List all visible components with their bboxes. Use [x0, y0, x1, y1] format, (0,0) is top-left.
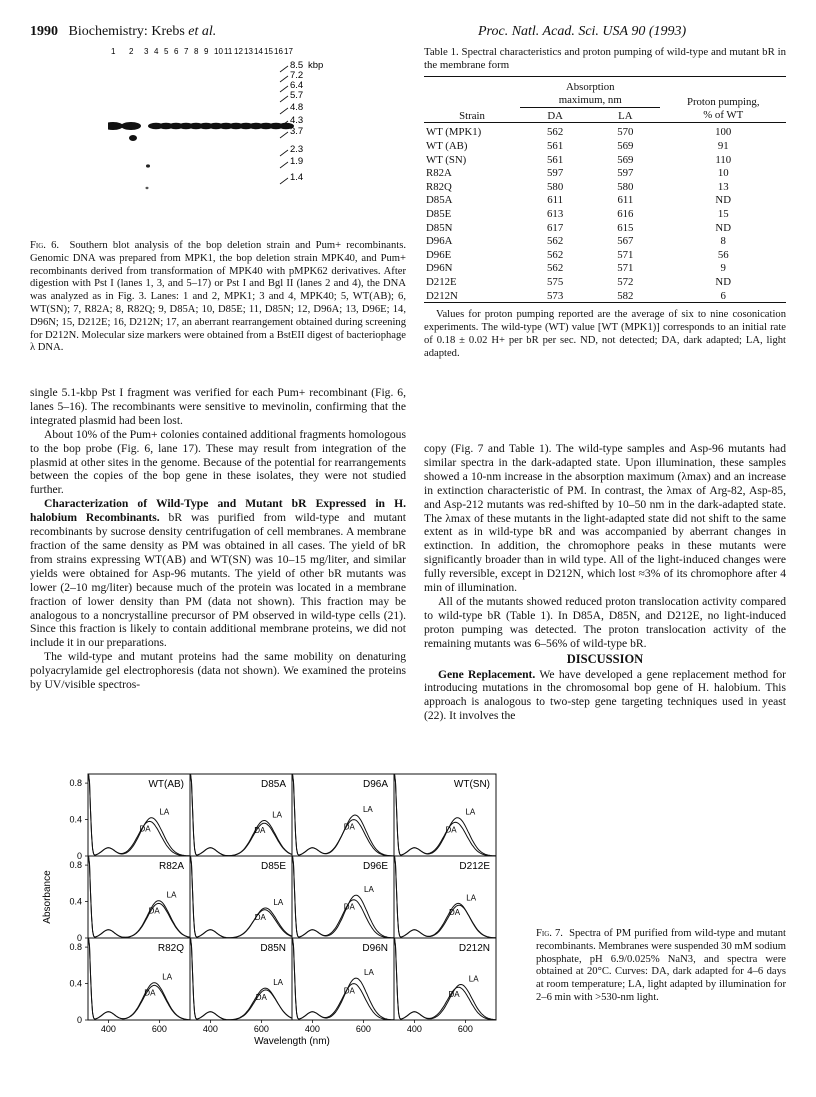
spectrum-panel-title: WT(AB) [148, 779, 184, 790]
table1-row [424, 248, 786, 262]
fig7-x-tick-label: 600 [457, 1024, 473, 1034]
table1-row [424, 207, 786, 221]
blot-size-marker [280, 90, 303, 102]
spectrum-panel [88, 856, 190, 938]
blot-lane-label: 2 [129, 47, 134, 56]
table1-cell-da: 561 [547, 139, 564, 152]
table1-cell-la: 572 [617, 275, 634, 288]
spectrum-da-label: DA [445, 825, 457, 835]
blot-kbp-unit: kbp [308, 60, 324, 71]
section-heading-gene-replacement: Gene Replacement. [438, 667, 536, 681]
table1-cell-pump: ND [715, 275, 732, 288]
table1-row [424, 275, 786, 289]
right-paragraph-3-text: We have developed a gene replacement method for introducing mutations in the chromosomal bop gene of H. halobium. This approach is analogous to two-step gene targeting techniques used in yeast (22). It involves the [424, 667, 786, 723]
table1-cell-pump: 8 [720, 235, 726, 248]
spectrum-panel-title: R82Q [157, 943, 184, 954]
table1-cell-pump: 56 [717, 248, 729, 261]
spectrum-panel-title: D85E [260, 861, 286, 872]
table1-cell-la: 569 [617, 153, 634, 166]
blot-lane-label: 13 [244, 47, 253, 56]
blot-band [129, 135, 137, 141]
table1-header-la: LA [590, 108, 660, 123]
left-column [30, 386, 406, 692]
spectrum-la-label: LA [364, 885, 374, 895]
spectrum-da-label: DA [343, 902, 355, 912]
table1-cell-la: 580 [617, 180, 634, 193]
table1-cell-da: 562 [547, 126, 564, 139]
right-paragraph-2: All of the mutants showed reduced proton translocation activity compared to wild-type bR (Table 1). In D85A, D85N, and D212E, no light-induced proton pumping was detected. The proton translocation activity of the remaining mutants was 6–56% of wild-type bR. [424, 594, 786, 650]
spectrum-la-label: LA [468, 974, 479, 984]
blot-band [121, 122, 141, 130]
table1-cell-la: 571 [617, 248, 634, 261]
table1-header-absorption-text: Absorption maximum, nm [558, 81, 622, 106]
spectrum-la-label: LA [162, 972, 173, 982]
blot-marker-value: 7.2 [290, 70, 304, 81]
table1-cell-da: 562 [547, 235, 564, 248]
left-paragraph-2: About 10% of the Pum+ colonies contained additional fragments homologous to the bop probe (Fig. 6, lane 17). These may result from integration of the plasmid at other sites in the genome. Because of the potential for rearrangements between the copies of the bop gene in these isolates, they were not studied further. [30, 427, 406, 497]
left-paragraph-3 [30, 497, 406, 650]
spectrum-la-label: LA [465, 807, 476, 817]
blot-lane-label: 17 [284, 47, 293, 56]
spectrum-panel [292, 856, 394, 938]
table1-cell-la: 615 [617, 221, 634, 234]
southern-blot-figure [108, 46, 408, 266]
fig6-label: Fig. 6. [30, 240, 60, 251]
table1-cell-pump: 9 [720, 262, 726, 275]
fig7-x-tick-label: 400 [100, 1024, 116, 1034]
spectrum-la-label: LA [159, 807, 170, 817]
table1-title-text: Table 1. Spectral characteristics and proton pumping of wild-type and mutant bR in the membrane form [424, 46, 786, 71]
left-paragraph-4: The wild-type and mutant proteins had the same mobility on denaturing polyacrylamide gel electrophoresis (data not shown). We examined the proteins by UV/visible spectros- [30, 650, 406, 692]
spectrum-panel [394, 774, 496, 856]
table1-cell-da: 617 [547, 221, 564, 234]
fig7-y-tick-label: 0.4 [69, 978, 82, 989]
blot-marker-value: 6.4 [290, 80, 304, 91]
discussion-heading: DISCUSSION [566, 651, 644, 666]
table1-cell-strain: D85N [426, 221, 453, 234]
table1-header-pump [660, 77, 786, 122]
table1-cell-strain: R82A [426, 167, 452, 180]
spectrum-panel-title: D96N [362, 943, 388, 954]
blot-marker-value: 1.4 [290, 172, 304, 183]
table1-cell-da: 573 [547, 289, 564, 302]
spectrum-panel [394, 856, 496, 938]
table1-cell-strain: D96E [426, 248, 452, 261]
spectrum-la-label: LA [166, 890, 177, 900]
fig7-caption [536, 928, 786, 1005]
table1-cell-pump: 91 [717, 139, 729, 152]
spectrum-panel-title: D96E [362, 861, 388, 872]
header-etal: et al. [184, 24, 217, 39]
spectrum-da-label: DA [254, 826, 266, 836]
table1-cell-da: 562 [547, 248, 564, 261]
section-heading-characterization: Characterization of Wild-Type and Mutant bR Expressed in H. halobium Recombinants. [30, 497, 406, 525]
blot-marker-value: 8.5 [290, 60, 304, 71]
right-paragraph-3 [424, 668, 786, 724]
header-authors: Krebs [151, 24, 185, 39]
blot-lane-label: 15 [264, 47, 273, 56]
spectrum-panel-title: D212E [459, 861, 490, 872]
blot-band [108, 122, 123, 130]
blot-size-marker [280, 172, 303, 184]
table1-cell-da: 575 [547, 275, 564, 288]
spectrum-panel-title: D212N [458, 943, 490, 954]
table1-title [424, 46, 786, 72]
spectrum-da-label: DA [139, 824, 151, 834]
fig7-y-tick-label: 0.4 [69, 896, 82, 907]
blot-marker-value: 4.8 [290, 102, 304, 113]
table1-row [424, 289, 786, 303]
journal-section: Biochemistry: [68, 24, 148, 39]
spectrum-da-label: DA [255, 992, 267, 1002]
spectrum-panel [88, 774, 190, 856]
table1-row [424, 122, 786, 139]
spectrum-panel-title: D85N [260, 943, 286, 954]
blot-lane-label: 1 [111, 47, 116, 56]
table1-header-pump-text: Proton pumping, % of WT [686, 95, 760, 121]
fig7-y-tick-label: 0.4 [69, 814, 82, 825]
table1-cell-la: 567 [617, 235, 634, 248]
page-header-left [30, 24, 216, 40]
blot-size-marker [280, 102, 303, 114]
table1-cell-strain: D85A [426, 194, 453, 207]
fig6-caption-text: Southern blot analysis of the bop deletion strain and Pum+ recombinants. Genomic DNA was prepared from MPK1, the bop deletion strain MPK40, and Pum+ recombinants derived from transformation of MPK40 with pMPK62 derivatives. After digestion with Pst I (lanes 1, 3, and 5–17) or Pst I and Bgl II (lanes 2 and 4), the DNA was analyzed as in Fig. 3. Lanes: 1 and 2, MPK1; 3 and 4, MPK40; 5, WT(AB); 6, WT(SN); 7, R82A; 8, R82Q; 9, D85A; 10, D85E; 11, D85N; 12, D96A; 13, D96E; 14, D96N; 15, D212E; 16, D212N; 17, an aberrant rearrangement obtained during screening for D212N. Molecular size markers were obtained from a BstEII digest of bacteriophage λ DNA. [30, 240, 406, 354]
fig7-x-tick-label: 600 [355, 1024, 371, 1034]
spectrum-panel [190, 774, 292, 856]
table1-cell-pump: 6 [720, 289, 726, 302]
blot-band [146, 187, 149, 189]
fig7-x-tick-label: 600 [253, 1024, 269, 1034]
table1-cell-da: 613 [547, 207, 564, 220]
blot-lane-label: 7 [184, 47, 189, 56]
table1-row [424, 139, 786, 153]
spectrum-panel [190, 938, 292, 1020]
spectrum-panel [292, 774, 394, 856]
table1-cell-la: 570 [617, 126, 634, 139]
fig7-y-tick-label: 0.8 [69, 778, 82, 789]
fig7-spectra [40, 772, 520, 1062]
spectrum-panel [292, 938, 394, 1020]
table1 [424, 46, 786, 361]
table1-cell-la: 616 [617, 207, 634, 220]
blot-lane-label: 4 [154, 47, 159, 56]
fig7-x-tick-label: 400 [406, 1024, 422, 1034]
table1-cell-da: 580 [547, 180, 564, 193]
table1-cell-pump: 15 [717, 207, 729, 220]
right-column [424, 442, 786, 723]
blot-lane-label: 10 [214, 47, 223, 56]
fig7-x-axis-label: Wavelength (nm) [254, 1036, 330, 1047]
table1-row [424, 194, 786, 208]
blot-marker-value: 2.3 [290, 144, 304, 155]
table1-row [424, 262, 786, 276]
table1-row [424, 180, 786, 194]
blot-band [146, 164, 150, 167]
blot-lane-label: 14 [254, 47, 263, 56]
table1-cell-strain: D212N [426, 289, 458, 302]
spectrum-la-label: LA [362, 805, 373, 814]
spectrum-da-label: DA [449, 908, 461, 918]
fig7-y-tick-label: 0.8 [69, 860, 82, 871]
table1-cell-la: 569 [617, 139, 634, 152]
table1-cell-strain: D96N [426, 262, 453, 275]
spectrum-da-label: DA [254, 912, 266, 922]
table1-cell-strain: D96A [426, 235, 453, 248]
fig7-label: Fig. 7. [536, 928, 563, 939]
blot-lane-label: 8 [194, 47, 199, 56]
blot-size-marker [280, 156, 303, 168]
table1-cell-pump: 110 [715, 153, 732, 166]
table1-cell-strain: R82Q [426, 180, 452, 193]
blot-lane-label: 11 [224, 47, 233, 56]
spectrum-panel-title: D96A [362, 779, 388, 790]
blot-lane-label: 12 [234, 47, 243, 56]
page-number: 1990 [30, 24, 58, 39]
spectrum-la-label: LA [364, 968, 374, 978]
table1-grid [424, 77, 786, 303]
blot-lane-label: 6 [174, 47, 179, 56]
spectrum-la-label: LA [273, 978, 284, 988]
spectrum-panel [88, 938, 190, 1020]
table1-cell-pump: ND [715, 221, 732, 234]
table1-footnote: Values for proton pumping reported are the average of six to nine cosonication experiments. The wild-type (WT) value [WT (MPK1)] corresponds to an initial rate of 0.18 ± 0.02 H+ per bR per sec. ND, not detected; DA, dark adapted; LA, light adapted. [424, 309, 786, 359]
table1-cell-da: 562 [547, 262, 564, 275]
page-header-right: Proc. Natl. Acad. Sci. USA 90 (1993) [478, 24, 687, 39]
table1-cell-pump: 13 [717, 180, 729, 193]
table1-cell-pump: ND [715, 194, 732, 207]
table1-cell-pump: 10 [717, 167, 729, 180]
left-paragraph-3-text: bR was purified from wild-type and mutant recombinants by sucrose density centrifugation of cell membranes. A membrane fraction of the same density as PM was obtained in all cases. The yield of bR from strains expressing WT(AB) and WT(SN) was 10–15 mg/liter, and similar yields were obtained for Asp-96 mutants. The yield of other bR mutants was lower (2–10 mg/liter) because much of the protein was located in a membrane fraction of lower density than PM (data not shown). This fraction may be analogous to a noncrystalline precursor of PM observed in wild-type cells (21). Since this fraction is likely to contain additional membrane proteins, we did not include it in our preparations. [30, 511, 406, 650]
table1-cell-la: 571 [617, 262, 634, 275]
fig7-y-tick-label: 0.8 [69, 942, 82, 953]
table1-cell-strain: WT (MPK1) [426, 126, 482, 139]
table1-cell-la: 611 [617, 194, 634, 207]
table1-row [424, 166, 786, 180]
table1-cell-strain: WT (AB) [426, 139, 468, 152]
table1-cell-la: 597 [617, 167, 634, 180]
fig7-y-axis-label: Absorbance [42, 870, 53, 924]
spectrum-da-label: DA [148, 906, 160, 916]
blot-svg [108, 46, 408, 266]
table1-header-da: DA [520, 108, 590, 123]
spectrum-la-label: LA [272, 810, 283, 820]
spectrum-la-label: LA [466, 893, 477, 903]
blot-lane-label: 3 [144, 47, 149, 56]
fig7-svg [40, 772, 520, 1062]
spectrum-da-label: DA [343, 986, 355, 996]
spectrum-panel [190, 856, 292, 938]
table1-cell-da: 597 [547, 167, 564, 180]
spectrum-la-label: LA [273, 897, 284, 907]
table1-cell-strain: D85E [426, 207, 452, 220]
right-paragraph-1: copy (Fig. 7 and Table 1). The wild-type samples and Asp-96 mutants had similar spectra in the dark-adapted state. Upon illumination, these samples showed a 10-nm increase in the absorption maximum (λmax) and an increase in extinction characteristic of PM. In contrast, the λmax of Arg-82, Asp-85, and Asp-212 mutants was red-shifted by 10–50 nm in the dark-adapted state. The λmax of these mutants in the light-adapted state did not shift to the same extent as in wild-type bR and was accompanied by aberrant changes in extinction. In addition, the chromophore peaks in these mutants were significantly broader than in wild type. All of the light-induced changes were fully reversible, except in D212N, which lost ≈3% of its chromophore after 4 min of illumination. [424, 442, 786, 595]
spectrum-panel-title: R82A [158, 861, 184, 872]
fig7-x-tick-label: 600 [151, 1024, 167, 1034]
table1-header-absorption [520, 77, 660, 108]
spectrum-da-label: DA [448, 990, 460, 1000]
table1-cell-pump: 100 [715, 126, 732, 139]
table1-cell-strain: WT (SN) [426, 153, 467, 166]
fig7-y-tick-label: 0 [76, 933, 82, 943]
fig7-caption-text: Spectra of PM purified from wild-type and mutant recombinants. Membranes were suspended 30 mM sodium phosphate, pH 6.9/0.025% NaN3, and spectra were obtained at 20°C. Curves: DA, dark adapted for 4–6 days at room temperature; LA, light adapted by illumination for 2–6 min with >530-nm light. [536, 928, 786, 1003]
blot-size-marker [280, 144, 303, 156]
fig7-y-tick-label: 0 [76, 1015, 82, 1025]
blot-lane-label: 5 [164, 47, 169, 56]
spectrum-da-label: DA [343, 822, 355, 832]
spectrum-panel-title: D85A [260, 779, 286, 790]
blot-lane-label: 9 [204, 47, 209, 56]
fig7-x-tick-label: 400 [202, 1024, 218, 1034]
table1-cell-da: 611 [547, 194, 564, 207]
table1-cell-da: 561 [547, 153, 564, 166]
table1-row [424, 221, 786, 235]
fig7-y-tick-label: 0 [76, 851, 82, 861]
blot-marker-value: 5.7 [290, 90, 304, 101]
fig7-x-tick-label: 400 [304, 1024, 320, 1034]
table1-row [424, 153, 786, 167]
blot-marker-value: 3.7 [290, 126, 304, 137]
table1-header-strain: Strain [459, 109, 485, 122]
blot-lane-label: 16 [274, 47, 283, 56]
table1-cell-la: 582 [617, 289, 634, 302]
left-paragraph-1: single 5.1-kbp Pst I fragment was verified for each Pum+ recombinant (Fig. 6, lanes 5–16). The recombinants were sensitive to mevinolin, confirming that the integrated plasmid had been lost. [30, 386, 406, 427]
blot-marker-value: 4.3 [290, 115, 304, 126]
fig6-caption [30, 240, 406, 355]
spectrum-panel [394, 938, 496, 1020]
table1-row [424, 234, 786, 248]
table1-cell-strain: D212E [426, 275, 457, 288]
spectrum-panel-title: WT(SN) [453, 779, 490, 790]
blot-marker-value: 1.9 [290, 156, 304, 167]
spectrum-da-label: DA [144, 988, 156, 998]
